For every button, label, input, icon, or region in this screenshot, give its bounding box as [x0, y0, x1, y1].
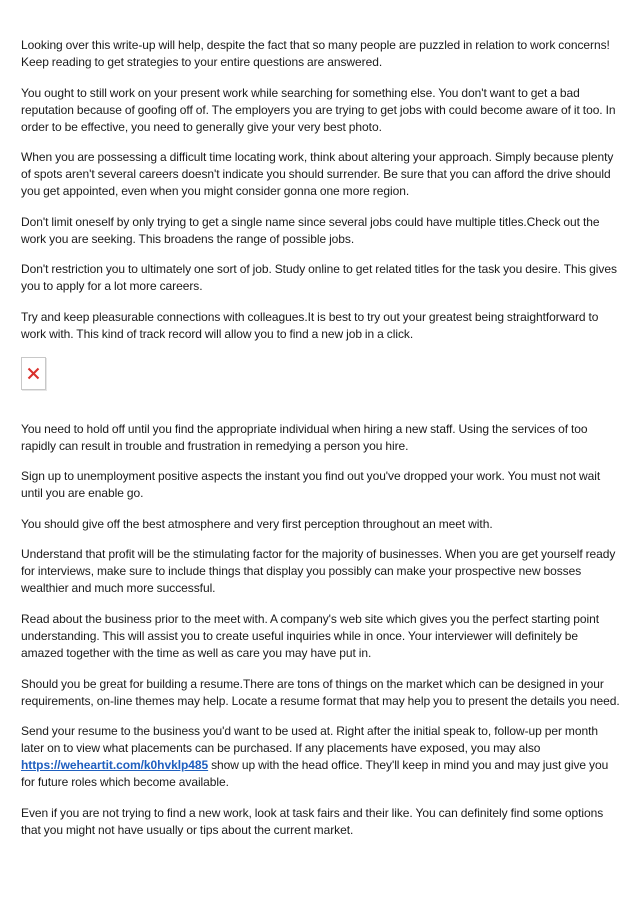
paragraph: You ought to still work on your present work while searching for something else. You don't want to get a bad reputation because of goofing off of. The employers you are trying to get jobs with could become aware of it too. In order to be effective, you need to generally give your very best photo. [21, 85, 616, 134]
paragraph: Don't limit oneself by only trying to get a single name since several jobs could have multiple titles.Check out the work you are seeking. This broadens the range of possible jobs. [21, 214, 600, 246]
external-link[interactable]: https://weheartit.com/k0hvklp485 [21, 758, 209, 773]
paragraph-with-link [21, 723, 621, 791]
paragraph: Sign up to unemployment positive aspects the instant you find out you've dropped your work. You must not wait until you are enable go. [21, 469, 601, 501]
broken-image-placeholder [21, 357, 46, 390]
paragraph: You should give off the best atmosphere and very first perception throughout an meet with. [21, 516, 493, 531]
broken-image-icon [27, 367, 40, 380]
paragraph: Should you be great for building a resume.There are tons of things on the market which can be designed in your requirements, on-line themes may help. Locate a resume format that may help you to present the details you need. [21, 676, 620, 708]
document-page [21, 37, 621, 852]
paragraph: Try and keep pleasurable connections with colleagues.It is best to try out your greatest being straightforward to work with. This kind of track record will allow you to find a new job in a click. [21, 309, 599, 341]
paragraph: Even if you are not trying to find a new work, look at task fairs and their like. You can definitely find some options that you might not have usually or tips about the current market. [21, 805, 604, 837]
paragraph: Don't restriction you to ultimately one sort of job. Study online to get related titles for the task you desire. This gives you to apply for a lot more careers. [21, 262, 617, 294]
paragraph: You need to hold off until you find the appropriate individual when hiring a new staff. Using the services of too rapidly can result in trouble and frustration in remedying a person you hire. [21, 421, 588, 453]
paragraph: Read about the business prior to the meet with. A company's web site which gives you the perfect starting point understanding. This will assist you to create useful inquiries while in once. Your interviewer will definitely be amazed together with the time as well as care you may have put in. [21, 611, 600, 660]
paragraph: When you are possessing a difficult time locating work, think about altering your approach. Simply because plenty of spots aren't several careers doesn't indicate you should surrender. Be sure that you can afford the drive should you get appointed, even when you might consider gonna one more region. [21, 150, 614, 199]
paragraph: Understand that profit will be the stimulating factor for the majority of businesses. When you are get yourself ready for interviews, make sure to include things that display you possibly can make your prospective new bosses wealthier and much more successful. [21, 547, 616, 596]
paragraph-text-after-link: show up with the head office. They'll keep in mind you and may just give you for future roles which become available. [21, 758, 609, 790]
paragraph: Looking over this write-up will help, despite the fact that so many people are puzzled in relation to work concerns! Keep reading to get strategies to your entire questions are answered. [21, 38, 610, 69]
paragraph-text-before-link: Send your resume to the business you'd want to be used at. Right after the initial speak to, follow-up per month later on to view what placements can be purchased. If any placements have exposed, you may also [21, 724, 599, 756]
